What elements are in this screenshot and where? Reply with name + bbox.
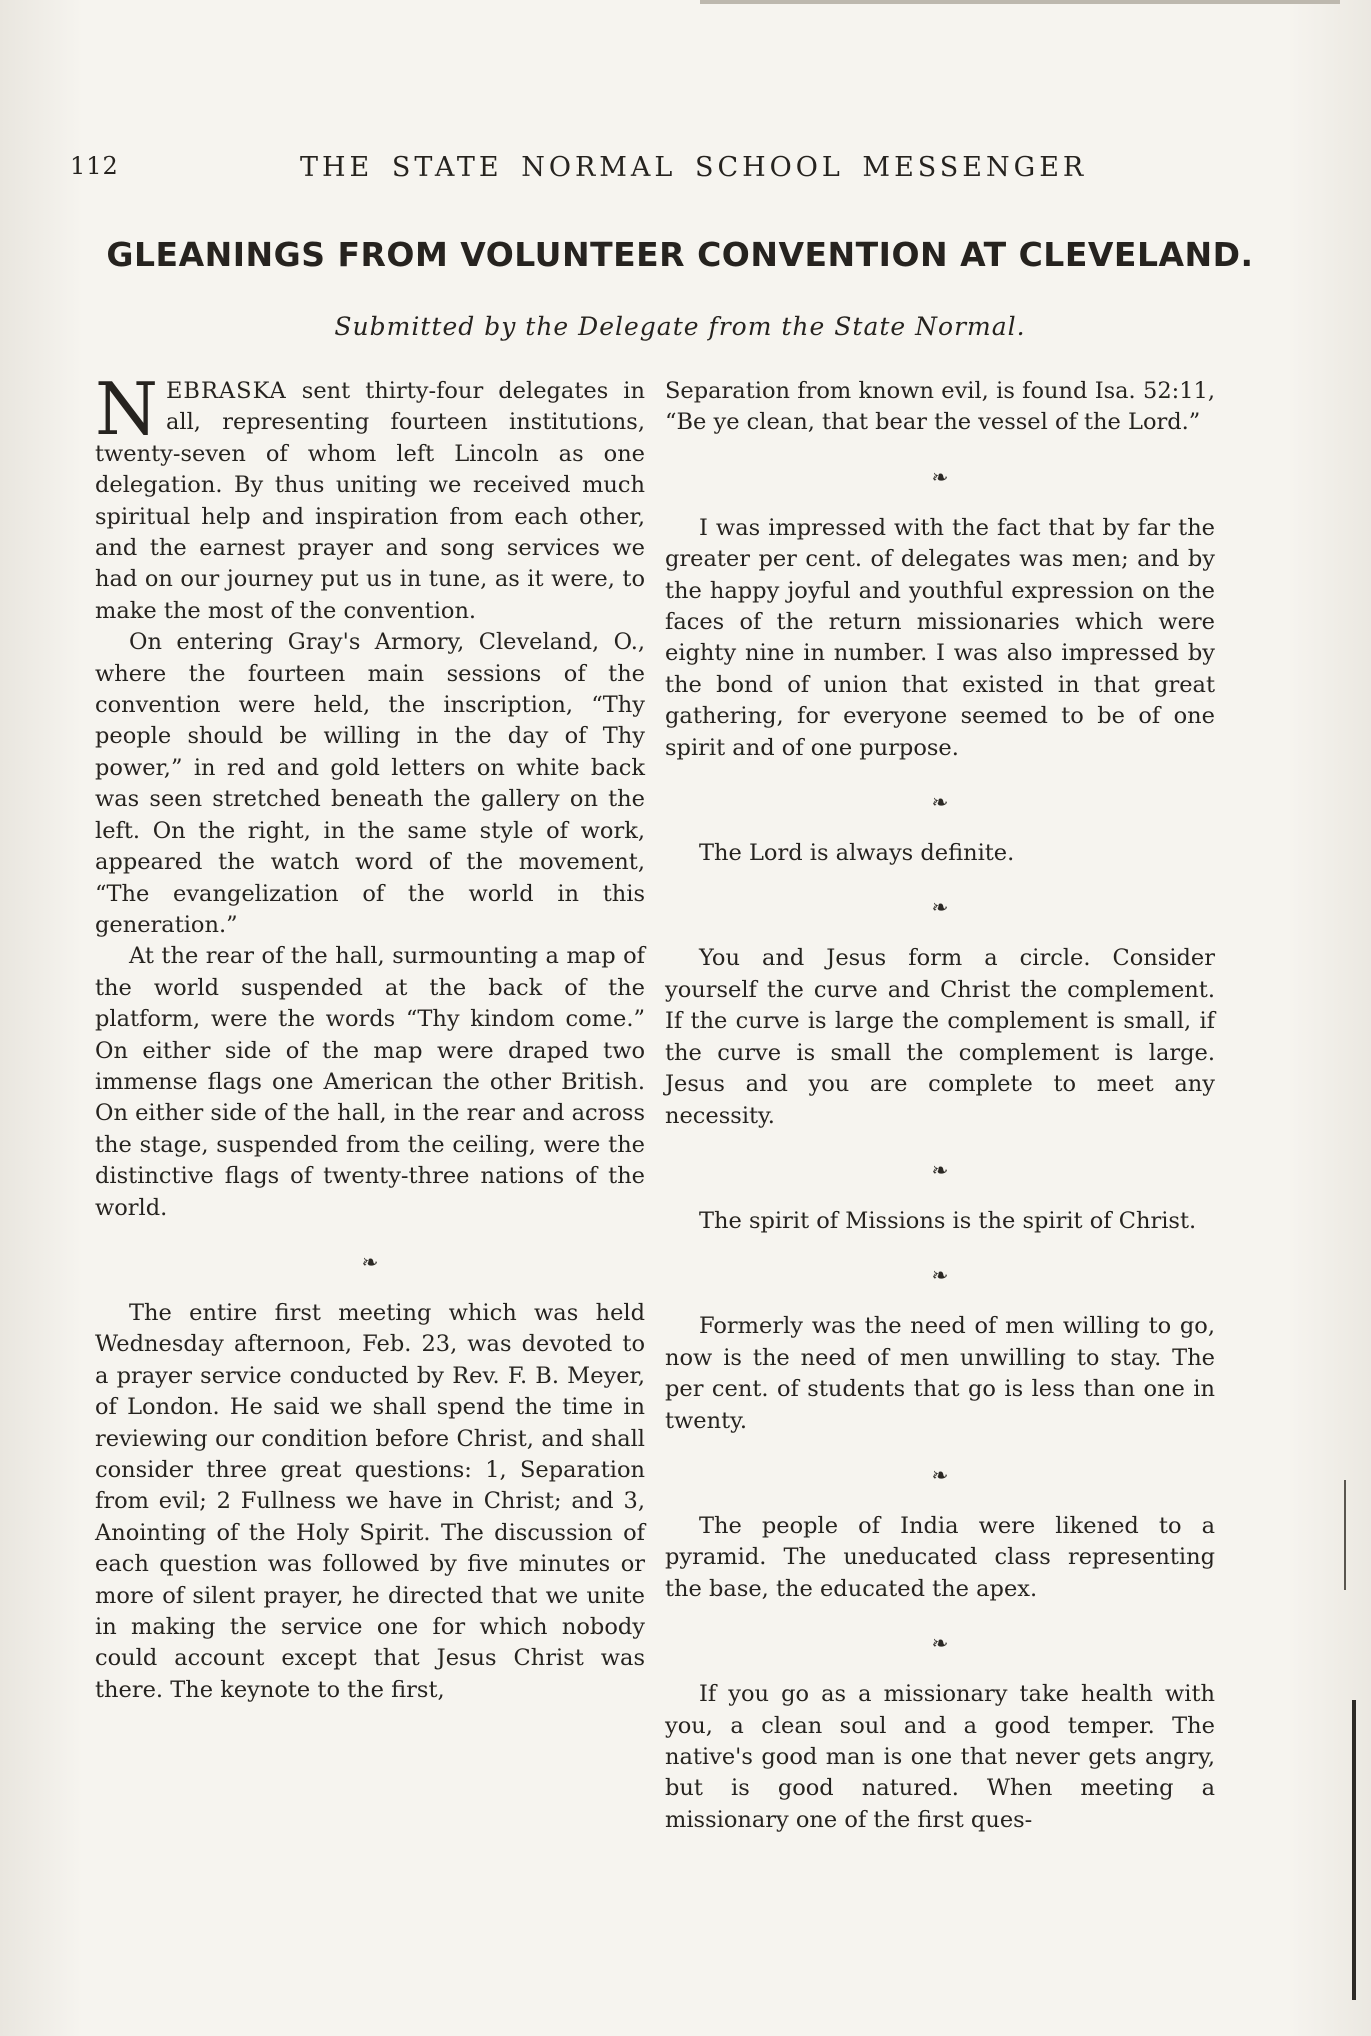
fleuron-icon: ❧: [361, 1249, 379, 1274]
fleuron-icon: ❧: [931, 1631, 949, 1656]
paragraph: I was impressed with the fact that by far the greater per cent. of delegates was men; and by the happy joyful and youthful expression on the faces of the return missionaries which were eighty nine in number. I was also impressed by the bond of union that existed in that great gathering, for everyone seemed to be of one spirit and of one purpose.: [665, 514, 1215, 761]
left-column: [95, 367, 645, 1706]
top-rule: [700, 0, 1340, 4]
page-edge-line: [1352, 1700, 1356, 2000]
lead-caps: EBRASKA: [166, 378, 287, 404]
fleuron-icon: ❧: [931, 1263, 949, 1288]
paragraph: You and Jesus form a circle. Consider yourself the curve and Christ the complement. If the curve is large the complement is small, if the curve is small the complement is large. Jesus and you are complete to meet any necessity.: [665, 945, 1215, 1129]
fleuron-icon: ❧: [931, 790, 949, 815]
paragraph: At the rear of the hall, surmounting a map of the world suspended at the back of the platform, were the words “Thy kindom come.” On either side of the map were draped two immense flags one American the other British. On either side of the hall, in the rear and across the stage, suspended from the ceiling, were the distinctive flags of twenty-three nations of the world.: [95, 943, 645, 1221]
running-head: THE STATE NORMAL SCHOOL MESSENGER: [300, 152, 1088, 183]
paragraph: If you go as a missionary take health with you, a clean soul and a good temper. The native's good man is one that never gets angry, but is good natured. When meeting a missionary one of the first ques-: [665, 1681, 1215, 1833]
drop-cap: N: [95, 367, 158, 451]
paragraph: The spirit of Missions is the spirit of Christ.: [699, 1207, 1197, 1234]
article-title: GLEANINGS FROM VOLUNTEER CONVENTION AT CLEVELAND.: [106, 235, 1254, 274]
paragraph: The entire first meeting which was held Wednesday afternoon, Feb. 23, was devoted to a prayer service conducted by Rev. F. B. Meyer, of London. He said we shall spend the time in reviewing our condition before Christ, and shall consider three great questions: 1, Separation from evil; 2 Fullness we have in Christ; and 3, Anointing of the Holy Spirit. The discussion of each question was followed by five minutes or more of silent prayer, he directed that we unite in making the service one for which nobody could account except that Jesus Christ was there. The keynote to the first,: [95, 1299, 645, 1703]
paragraph: [95, 367, 645, 627]
paragraph: The Lord is always definite.: [699, 840, 1015, 867]
paragraph: Formerly was the need of men willing to go, now is the need of men unwilling to stay. The per cent. of students that go is less than one in twenty.: [665, 1313, 1215, 1434]
article-byline: Submitted by the Delegate from the State Normal.: [334, 312, 1026, 341]
paragraph: On entering Gray's Armory, Cleveland, O., where the fourteen main sessions of the convention were held, the inscription, “Thy people should be willing in the day of Thy power,” in red and gold letters on white back was seen stretched beneath the gallery on the left. On the right, in the same style of work, appeared the watch word of the movement, “The evangelization of the world in this generation.”: [95, 629, 645, 938]
fleuron-icon: ❧: [931, 895, 949, 920]
right-column: [665, 376, 1215, 1836]
fleuron-icon: ❧: [931, 1157, 949, 1182]
paragraph: Separation from known evil, is found Isa. 52:11, “Be ye clean, that bear the vessel of the Lord.”: [665, 378, 1215, 436]
fleuron-icon: ❧: [931, 464, 949, 489]
paragraph-text: sent thirty-four delegates in all, representing fourteen institutions, twenty-seven of whom left Lincoln as one delegation. By thus uniting we received much spiritual help and inspiration from each other, and the earnest prayer and song services we had on our journey put us in tune, as it were, to make the most of the convention.: [95, 378, 645, 624]
page-number: 112: [70, 152, 119, 180]
page-edge-mark: [1344, 1480, 1346, 1590]
fleuron-icon: ❧: [931, 1462, 949, 1487]
paragraph: The people of India were likened to a pyramid. The uneducated class representing the base, the educated the apex.: [665, 1512, 1215, 1602]
